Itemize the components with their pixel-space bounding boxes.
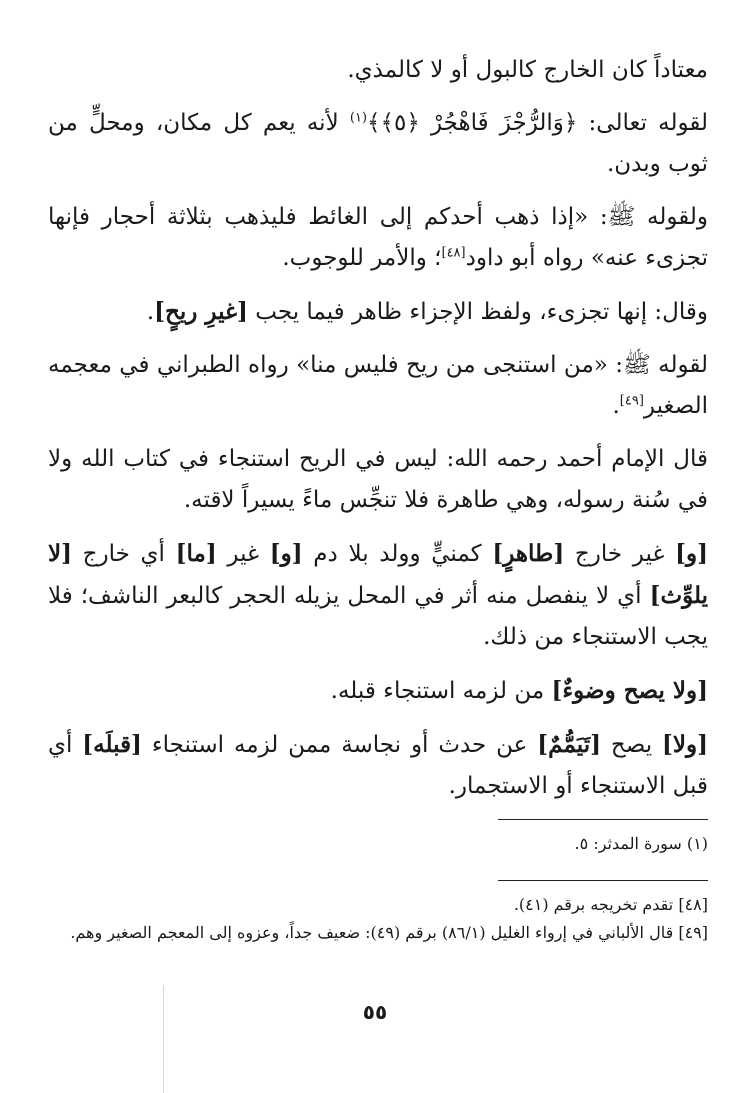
paragraph-8: [48, 724, 708, 807]
footnote-ref-1[interactable]: (١): [349, 110, 368, 126]
matn-ghayr-rih: [غيرِ ريحٍ]: [154, 298, 248, 325]
p8-text-1: يصح: [601, 732, 662, 758]
p8-text-2: عن حدث أو نجاسة ممن لزمه استنجاء: [141, 732, 538, 758]
paragraph-6: [48, 533, 708, 658]
p6-text-4: أي خارج: [72, 541, 176, 567]
paragraph-1: [48, 103, 708, 185]
paragraph-3: [48, 291, 708, 333]
page-number: ٥٥: [362, 1000, 388, 1024]
quran-verse: لقوله تعالى: ﴿وَالرُّجْزَ فَاهْجُرْ ﴿٥﴾﴾: [367, 110, 708, 136]
matn-la-yulawwith: [لا يلوِّث]: [48, 540, 708, 609]
p8-text-3: أي قبل الاستنجاء أو الاستجمار.: [48, 732, 708, 799]
paragraph-3-end: .: [146, 299, 155, 325]
footnote-ref-48[interactable]: [٤٨]: [441, 245, 466, 261]
paragraph-5-text: قال الإمام أحمد رحمه الله: ليس في الريح استنجاء في كتاب الله ولا في سُنة رسوله، وهي طاهرة فلا تنجِّس ماءً يسيراً لاقته.: [48, 446, 708, 513]
paragraph-2: [48, 197, 708, 279]
paragraph-4-end: .: [612, 393, 620, 419]
paragraph-4: [48, 345, 708, 427]
matn-wudu: [ولا يصح وضوءٌ]: [551, 677, 708, 704]
footnote-49: [٤٩] قال الألباني في إرواء الغليل (٨٦/١) برقم (٤٩): ضعيف جداً، وعزوه إلى المعجم الصغير وهم.: [70, 923, 708, 942]
footnotes-takhrij: [48, 891, 708, 947]
footnote-ref-49[interactable]: [٤٩]: [619, 393, 644, 409]
paragraph-2-rest: ؛ والأمر للوجوب.: [282, 245, 442, 271]
footnotes-quran: [48, 830, 708, 858]
matn-wa-1: [و]: [675, 540, 708, 567]
p6-text-2: كمنيٍّ وولد بلا دم: [302, 541, 493, 567]
footnote-48: [٤٨] تقدم تخريجه برقم (٤١).: [513, 895, 708, 914]
hadith-text-2: لقوله ﷺ: «من استنجى من ريح فليس منا» رواه الطبراني في معجمه الصغير: [48, 352, 708, 419]
paragraph-0: [48, 50, 708, 91]
matn-wa-2: [و]: [269, 540, 303, 567]
footnote-divider-1: [498, 819, 708, 820]
paragraph-0-text: معتاداً كان الخارج كالبول أو لا كالمذي.: [347, 57, 708, 83]
hadith-text-1: ولقوله ﷺ: «إذا ذهب أحدكم إلى الغائط فليذهب بثلاثة أحجار فإنها تجزىء عنه» رواه أبو داود: [48, 204, 708, 271]
footnote-divider-2: [498, 880, 708, 881]
paragraph-5: [48, 439, 708, 521]
page-body: [48, 50, 708, 947]
p6-text-5: أي لا ينفصل منه أثر في المحل يزيله الحجر كالبعر الناشف؛ فلا يجب الاستنجاء من ذلك.: [48, 583, 708, 650]
matn-qablahu: [قبلَه]: [82, 731, 142, 758]
matn-ma: [ما]: [175, 540, 217, 567]
matn-tayammum: [تَيَمُّمٌ]: [537, 731, 602, 758]
p7-text: من لزمه استنجاء قبله.: [330, 678, 552, 704]
matn-wala: [ولا]: [662, 731, 708, 758]
p6-text-1: غير خارج: [564, 541, 676, 567]
paragraph-1-rest: لأنه يعم كل مكان، ومحلٍّ من ثوب وبدن.: [48, 110, 708, 177]
paragraph-7: [48, 670, 708, 712]
paragraph-3-text: وقال: إنها تجزىء، ولفظ الإجزاء ظاهر فيما يجب: [247, 299, 708, 325]
matn-tahir: [طاهرٍ]: [492, 540, 565, 567]
footnote-1: (١) سورة المدثر: ٥.: [574, 834, 708, 853]
p6-text-3: غير: [216, 541, 270, 567]
